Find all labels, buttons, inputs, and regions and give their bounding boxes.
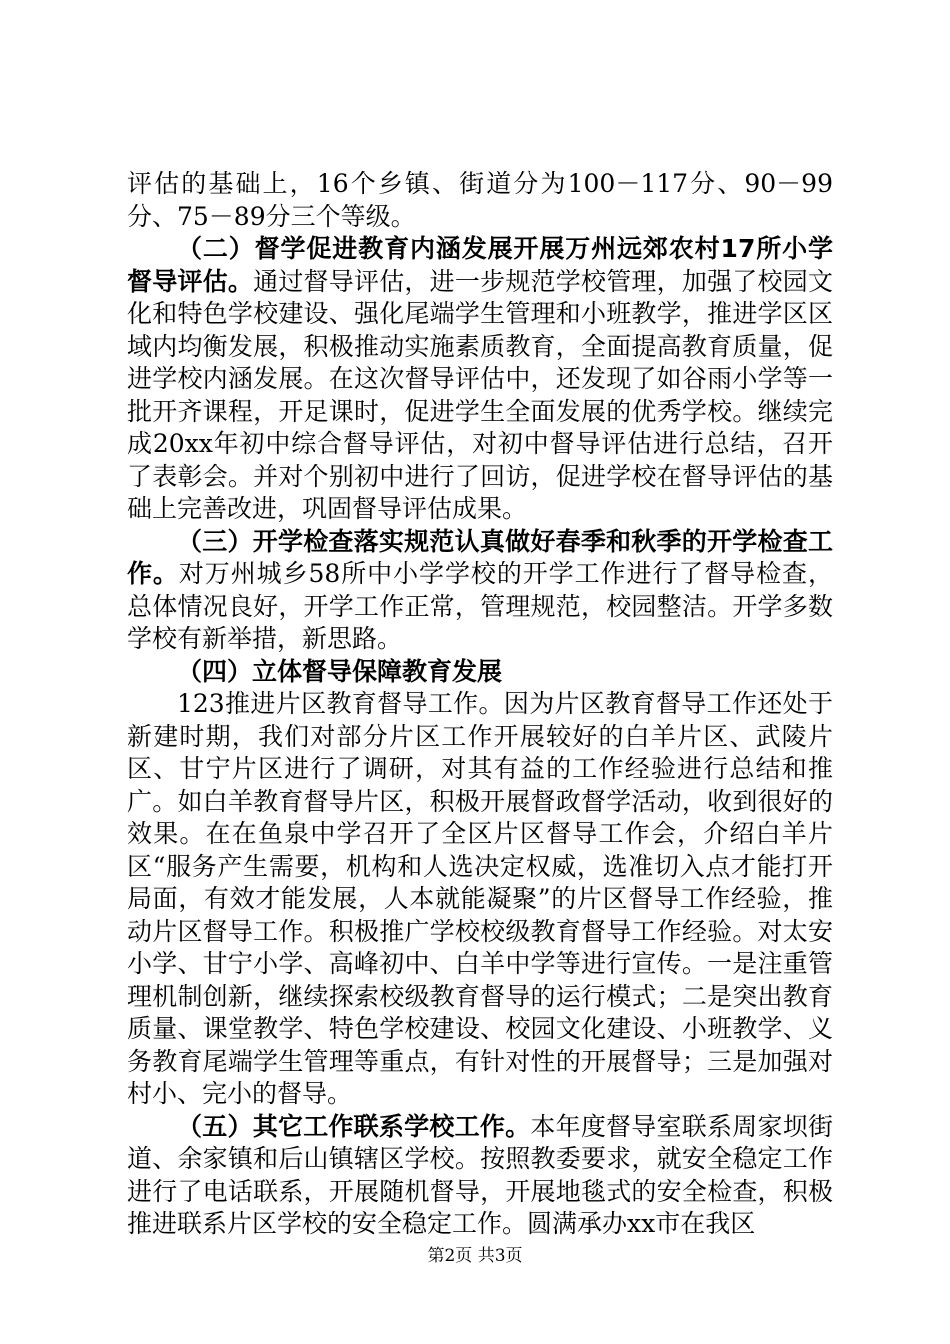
- section-heading: （五）其它工作联系学校工作。: [177, 1111, 531, 1141]
- paragraph-text: 本年度督导室联系周家坝街道、余家镇和后山镇辖区学校。按照教委要求，就安全稳定工作进行了电话联系，开展随机督导，开展地毯式的安全检查，积极推进联系片区学校的安全稳定工作。圆满承办xx市在我区: [127, 1111, 833, 1238]
- paragraph-text: 评估的基础上，16个乡镇、街道分为100－117分、90－99分、75－89分三个等级。: [127, 169, 833, 231]
- section-heading: （三）开学检查落实规范认真做好春季和秋季的开学检查工作。: [127, 526, 833, 588]
- section-heading: （四）立体督导保障教育发展: [177, 656, 503, 686]
- paragraph-continuation: [127, 168, 833, 233]
- paragraph-text: 通过督导评估，进一步规范学校管理，加强了校园文化和特色学校建设、强化尾端学生管理和小班教学，推进学区区域内均衡发展，积极推动实施素质教育，全面提高教育质量，促进学校内涵发展。在这次督导评估中，还发现了如谷雨小学等一批开齐课程，开足课时，促进学生全面发展的优秀学校。继续完成20xx年初中综合督导评估，对初中督导评估进行总结，召开了表彰会。并对个别初中进行了回访，促进学校在督导评估的基础上完善改进，巩固督导评估成果。: [127, 266, 833, 523]
- page-footer: [0, 1241, 950, 1266]
- page-number: 第2页 共3页: [427, 1246, 523, 1266]
- paragraph-section-4: [127, 656, 833, 689]
- document-body: [127, 168, 833, 1241]
- paragraph-section-5: [127, 1111, 833, 1241]
- paragraph-text: 对万州城乡58所中小学学校的开学工作进行了督导检查，总体情况良好，开学工作正常，管理规范，校园整洁。开学多数学校有新举措，新思路。: [127, 559, 833, 653]
- paragraph-text: 123推进片区教育督导工作。因为片区教育督导工作还处于新建时期，我们对部分片区工作开展较好的白羊片区、武陵片区、甘宁片区进行了调研，对其有益的工作经验进行总结和推广。如白羊教育督导片区，积极开展督政督学活动，收到很好的效果。在在鱼泉中学召开了全区片区督导工作会，介绍白羊片区“服务产生需要，机构和人选决定权威，选准切入点才能打开局面，有效才能发展，人本就能凝聚”的片区督导工作经验，推动片区督导工作。积极推广学校校级教育督导工作经验。对太安小学、甘宁小学、高峰初中、白羊中学等进行宣传。一是注重管理机制创新，继续探索校级教育督导的运行模式；二是突出教育质量、课堂教学、特色学校建设、校园文化建设、小班教学、义务教育尾端学生管理等重点，有针对性的开展督导；三是加强对村小、完小的督导。: [127, 689, 833, 1108]
- paragraph-section-2: [127, 233, 833, 526]
- section-heading: （二）督学促进教育内涵发展开展万州远郊农村17所小学督导评估。: [127, 234, 833, 296]
- paragraph-section-3: [127, 526, 833, 656]
- paragraph-section-4-body: [127, 688, 833, 1111]
